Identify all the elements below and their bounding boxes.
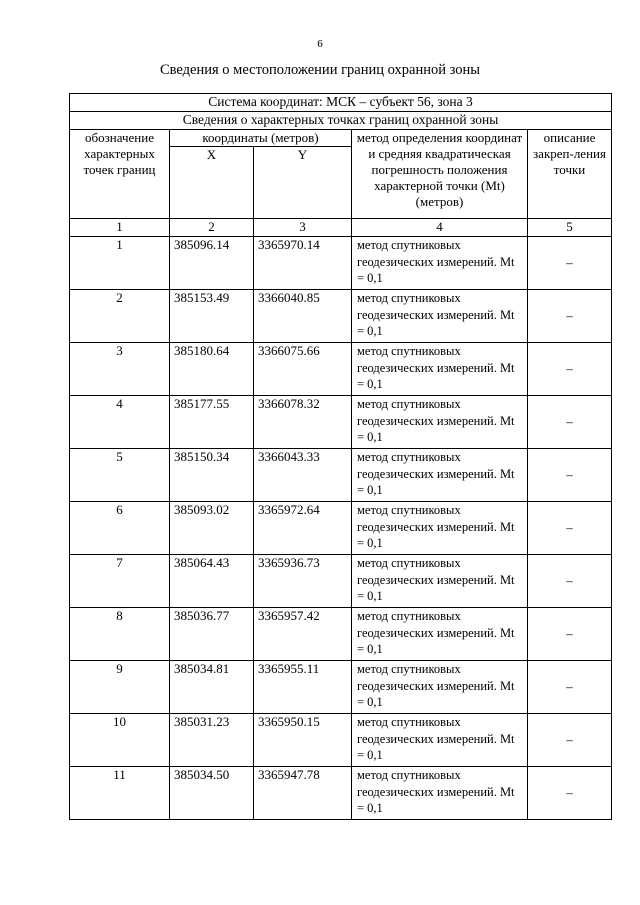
column-number: 5 [528,219,612,237]
y-coordinate-cell: 3366075.66 [254,343,352,396]
point-cell: 6 [70,502,170,555]
column-numbers-row [70,219,612,237]
x-coordinate-cell: 385034.50 [170,767,254,820]
table-row [70,555,612,608]
method-cell: метод спутниковых геодезических измерений. Mt = 0,1 [352,449,528,502]
description-cell: – [528,237,612,290]
point-cell: 2 [70,290,170,343]
table-row [70,661,612,714]
description-cell: – [528,449,612,502]
method-cell: метод спутниковых геодезических измерений. Mt = 0,1 [352,396,528,449]
column-number: 1 [70,219,170,237]
table-row [70,767,612,820]
header-point: обозначение характерных точек границ [70,130,170,219]
y-coordinate-cell: 3365970.14 [254,237,352,290]
y-coordinate-cell: 3365957.42 [254,608,352,661]
y-coordinate-cell: 3365972.64 [254,502,352,555]
point-cell: 9 [70,661,170,714]
y-coordinate-cell: 3365950.15 [254,714,352,767]
y-coordinate-cell: 3365936.73 [254,555,352,608]
table-row [70,290,612,343]
header-coordinates: координаты (метров) [170,130,352,147]
coordinate-system-cell: Система координат: МСК – субъект 56, зона 3 [70,94,612,112]
section-heading-row [70,112,612,130]
y-coordinate-cell: 3366043.33 [254,449,352,502]
description-cell: – [528,290,612,343]
method-cell: метод спутниковых геодезических измерений. Mt = 0,1 [352,714,528,767]
description-cell: – [528,767,612,820]
x-coordinate-cell: 385064.43 [170,555,254,608]
x-coordinate-cell: 385034.81 [170,661,254,714]
point-cell: 10 [70,714,170,767]
table-row [70,237,612,290]
method-cell: метод спутниковых геодезических измерений. Mt = 0,1 [352,608,528,661]
point-cell: 4 [70,396,170,449]
description-cell: – [528,502,612,555]
description-cell: – [528,714,612,767]
point-cell: 5 [70,449,170,502]
method-cell: метод спутниковых геодезических измерений. Mt = 0,1 [352,290,528,343]
point-cell: 3 [70,343,170,396]
page-number: 6 [317,38,323,50]
x-coordinate-cell: 385096.14 [170,237,254,290]
y-coordinate-cell: 3366078.32 [254,396,352,449]
point-cell: 11 [70,767,170,820]
table-row [70,396,612,449]
x-coordinate-cell: 385150.34 [170,449,254,502]
page-title: Сведения о местоположении границ охранной зоны [159,62,480,78]
y-coordinate-cell: 3365955.11 [254,661,352,714]
column-number: 2 [170,219,254,237]
header-method: метод определения координат и средняя квадратическая погрешность положения характерной точки (Mt) (метров) [352,130,528,219]
x-coordinate-cell: 385177.55 [170,396,254,449]
description-cell: – [528,608,612,661]
x-coordinate-cell: 385180.64 [170,343,254,396]
method-cell: метод спутниковых геодезических измерений. Mt = 0,1 [352,555,528,608]
column-number: 4 [352,219,528,237]
x-coordinate-cell: 385093.02 [170,502,254,555]
x-coordinate-cell: 385153.49 [170,290,254,343]
description-cell: – [528,396,612,449]
method-cell: метод спутниковых геодезических измерений. Mt = 0,1 [352,767,528,820]
table-row [70,343,612,396]
x-coordinate-cell: 385031.23 [170,714,254,767]
header-y: Y [254,147,352,219]
section-heading-cell: Сведения о характерных точках границ охранной зоны [70,112,612,130]
coordinate-system-row [70,94,612,112]
method-cell: метод спутниковых геодезических измерений. Mt = 0,1 [352,343,528,396]
y-coordinate-cell: 3365947.78 [254,767,352,820]
table-row [70,449,612,502]
table-row [70,502,612,555]
method-cell: метод спутниковых геодезических измерений. Mt = 0,1 [352,661,528,714]
header-row-1 [70,130,612,147]
description-cell: – [528,661,612,714]
method-cell: метод спутниковых геодезических измерений. Mt = 0,1 [352,502,528,555]
column-number: 3 [254,219,352,237]
x-coordinate-cell: 385036.77 [170,608,254,661]
boundary-points-table [69,93,612,820]
point-cell: 7 [70,555,170,608]
table-row [70,608,612,661]
point-cell: 8 [70,608,170,661]
point-cell: 1 [70,237,170,290]
description-cell: – [528,343,612,396]
method-cell: метод спутниковых геодезических измерений. Mt = 0,1 [352,237,528,290]
description-cell: – [528,555,612,608]
y-coordinate-cell: 3366040.85 [254,290,352,343]
header-description: описание закреп-ления точки [528,130,612,219]
header-x: X [170,147,254,219]
table-row [70,714,612,767]
